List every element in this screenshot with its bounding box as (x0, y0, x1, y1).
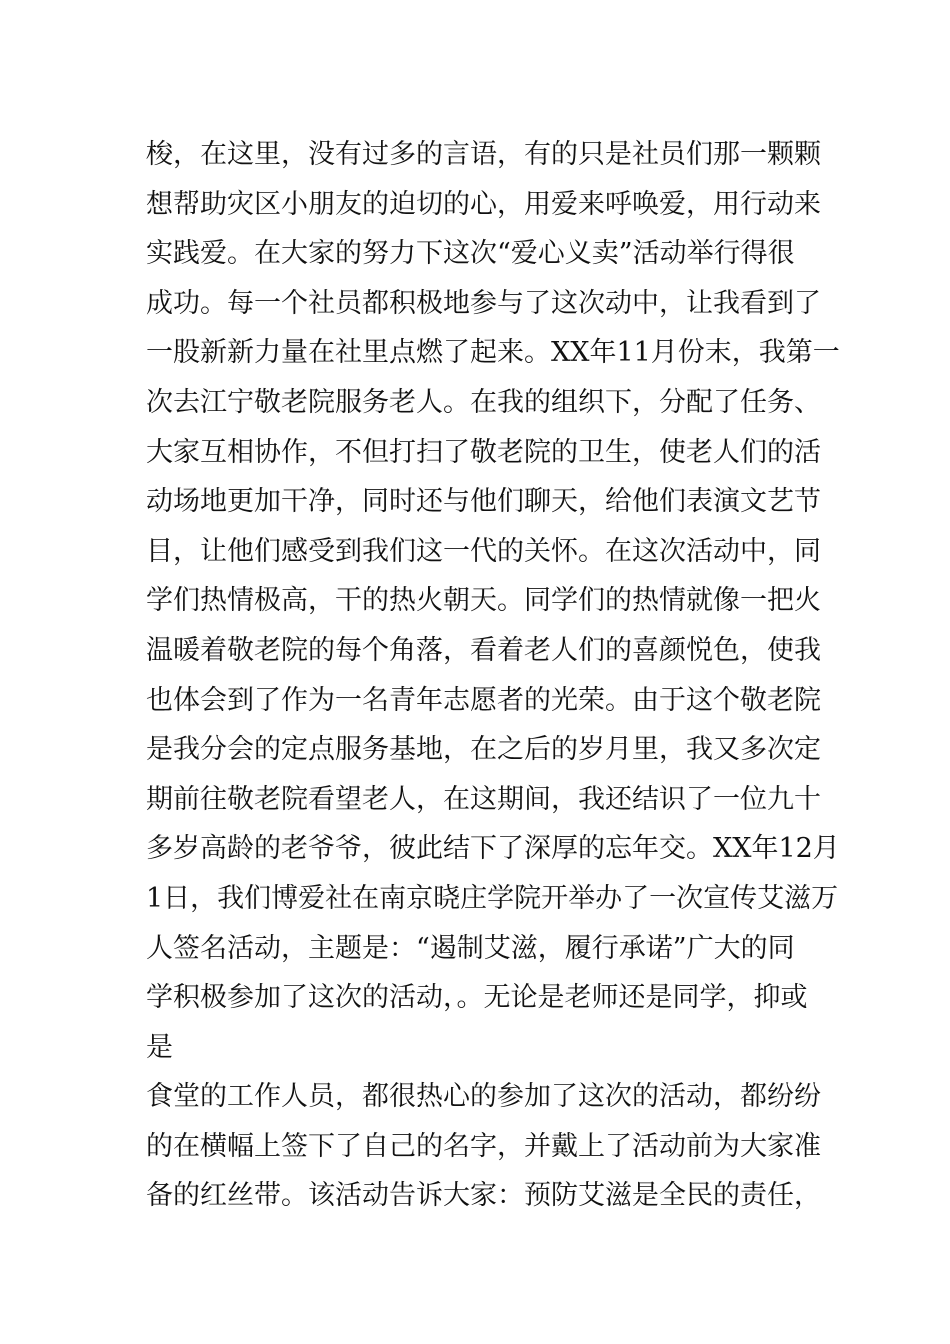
text-line: 次去江宁敬老院服务老人。在我的组织下，分配了任务、 (146, 386, 821, 418)
text-line: 梭，在这里，没有过多的言语，有的只是社员们那一颗颗 (146, 139, 821, 170)
text-line: 学积极参加了这次的活动，。无论是老师还是同学，抑或 (146, 982, 808, 1014)
text-line: 是 (146, 1031, 173, 1063)
body-text (146, 130, 840, 1221)
text-line: 备的红丝带。该活动告诉大家：预防艾滋是全民的责任， (146, 1180, 821, 1212)
text-line: 的在横幅上签下了自己的名字，并戴上了活动前为大家准 (146, 1130, 821, 1162)
text-line: 多岁高龄的老爷爷，彼此结下了深厚的忘年交。XX年12月 (146, 833, 840, 865)
text-line: 想帮助灾区小朋友的迫切的心，用爱来呼唤爱，用行动来 (146, 188, 821, 220)
text-line: 温暖着敬老院的每个角落，看着老人们的喜颜悦色，使我 (146, 634, 821, 666)
text-line: 动场地更加干净，同时还与他们聊天，给他们表演文艺节 (146, 486, 821, 518)
text-line: 人签名活动，主题是：“遏制艾滋，履行承诺”广大的同 (146, 932, 795, 964)
text-line: 学们热情极高，干的热火朝天。同学们的热情就像一把火 (146, 585, 821, 617)
text-line: 1日，我们博爱社在南京晓庄学院开举办了一次宣传艾滋万 (146, 882, 839, 914)
text-line: 目，让他们感受到我们这一代的关怀。在这次活动中，同 (146, 535, 821, 567)
text-line: 实践爱。在大家的努力下这次“爱心义卖”活动举行得很 (146, 238, 795, 270)
text-line: 也体会到了作为一名青年志愿者的光荣。由于这个敬老院 (146, 684, 821, 716)
text-line: 期前往敬老院看望老人，在这期间，我还结识了一位九十 (146, 783, 821, 815)
text-line: 大家互相协作，不但打扫了敬老院的卫生，使老人们的活 (146, 436, 821, 468)
text-line: 食堂的工作人员，都很热心的参加了这次的活动，都纷纷 (146, 1081, 821, 1113)
text-line: 是我分会的定点服务基地，在之后的岁月里，我又多次定 (146, 734, 821, 766)
text-line: 一股新新力量在社里点燃了起来。XX年11月份末，我第一 (146, 337, 840, 369)
text-line: 成功。每一个社员都积极地参与了这次动中，让我看到了 (146, 287, 821, 319)
